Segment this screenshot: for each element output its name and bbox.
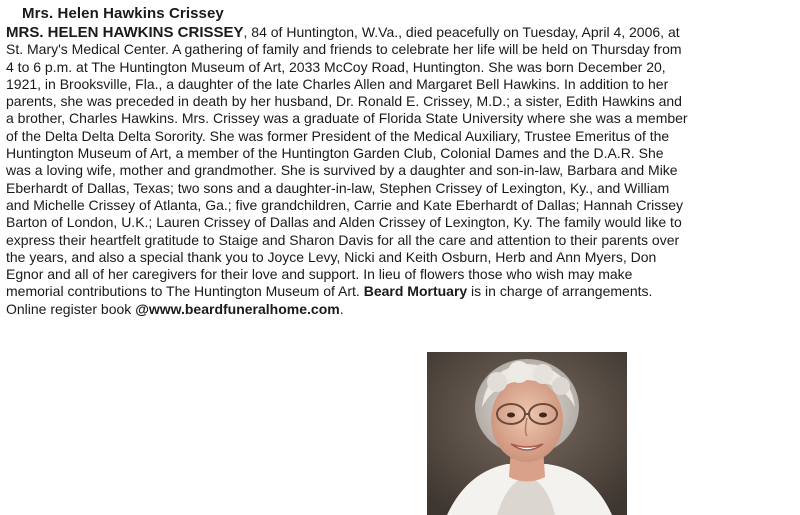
text-line-10: Eberhardt of Dallas, Texas; two sons and a daughter-in-law, Stephen Crissey of Lexington, Ky., and William: [6, 179, 670, 196]
text-line-1: MRS. HELEN HAWKINS CRISSEY, 84 of Huntington, W.Va., died peacefully on Tuesday, April 4, 2006, at: [6, 24, 680, 41]
text-line-15: Egnor and all of her caregivers for their love and support. In lieu of flowers those who wish may make: [6, 266, 633, 283]
text-line-3: 4 to 6 p.m. at The Huntington Museum of Art, 2033 McCoy Road, Huntington. She was born December 20,: [6, 58, 666, 75]
register-link[interactable]: @www.beardfuneralhome.com: [135, 300, 340, 317]
text-line-7: of the Delta Delta Delta Sorority. She was former President of the Medical Auxiliary, Trustee Emeritus of the: [6, 127, 670, 144]
obituary-heading: Mrs. Helen Hawkins Crissey: [22, 5, 224, 22]
text-line-14: the years, and also a special thank you to Joyce Levy, Nicki and Keith Osburn, Herb and Ann Myers, Don: [6, 248, 657, 265]
text-line-17: Online register book @www.beardfuneralhome.com.: [6, 300, 344, 317]
text-line-9: was a loving wife, mother and grandmother. She is survived by a daughter and son-in-law, Barbara and Mike: [6, 162, 678, 179]
text-line-12: Barton of London, U.K.; Lauren Crissey of Dallas and Alden Crissey of Lexington, Ky. The family would like to: [6, 214, 682, 231]
mortuary-name: Beard Mortuary: [363, 283, 468, 300]
text-line-4: 1921, in Brooksville, Fla., a daughter of the late Charles Allen and Margaret Bell Hawkins. In addition to her: [6, 75, 669, 92]
text-line-8: Huntington Museum of Art, a member of the Huntington Garden Club, Colonial Dames and the D.A.R. She: [6, 145, 664, 162]
text-line-5: parents, she was preceded in death by her husband, Dr. Ronald E. Crissey, M.D.; a sister, Edith Hawkins and: [6, 93, 682, 110]
deceased-name: MRS. HELEN HAWKINS CRISSEY: [6, 24, 244, 41]
text-line-2: St. Mary's Medical Center. A gathering of family and friends to celebrate her life will be held on Thursday from: [6, 41, 682, 58]
obituary-text: [6, 24, 798, 318]
portrait-illustration: [427, 352, 627, 515]
text-line-6: a brother, Charles Hawkins. Mrs. Crissey was a graduate of Florida State University where she was a member: [6, 110, 688, 127]
text-line-16: memorial contributions to The Huntington Museum of Art. Beard Mortuary is in charge of arrangements.: [6, 283, 653, 300]
portrait-photo: [427, 352, 627, 515]
text-line-13: express their heartfelt gratitude to Staige and Sharon Davis for all the care and attention to their parents over: [6, 231, 680, 248]
text-line-11: and Michelle Crissey of Atlanta, Ga.; five grandchildren, Carrie and Kate Eberhardt of Dallas; Hannah Crissey: [6, 196, 684, 213]
